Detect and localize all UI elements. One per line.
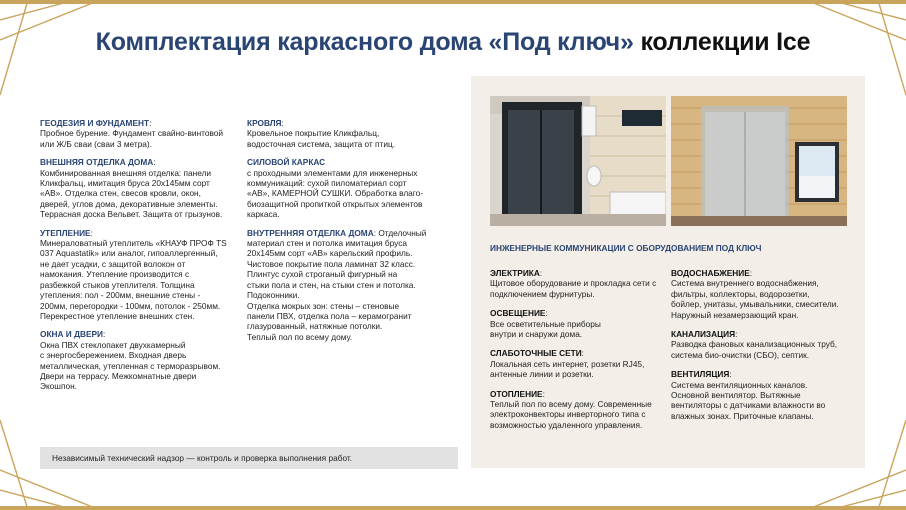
section-roof: КРОВЛЯ: Кровельное покрытие Кликфальц, водосточная система, защита от птиц. xyxy=(247,118,452,149)
section-title: ВНУТРЕННЯЯ ОТДЕЛКА ДОМА xyxy=(247,227,374,238)
section-exterior: ВНЕШНЯЯ ОТДЕЛКА ДОМА: Комбинированная внешняя отделка: панели Кликфальц, имитация бруса 20х145мм сорт «АВ». Отделка стен, свесов кровли, окон, дверей, углов дома, декоративные элементы. Террасная доска Вельвет. Защита от грызунов. xyxy=(40,157,240,219)
section-text: Система внутреннего водоснабжения, фильтры, коллекторы, водорозетки, бойлер, унитазы, умывальники, смесители. Наружный незамерзающий кран. xyxy=(671,278,839,320)
engineering-column-right xyxy=(671,268,851,430)
section-text: с проходными элементами для инженерных коммуникаций: сухой пиломатериал сорт «АВ», КАМЕРНОЙ СУШКИ. Обработка влаго- биозащитной пропиткой открытых элементов каркаса. xyxy=(247,167,424,220)
section-text: Щитовое оборудование и прокладка сети с подключением фурнитуры. xyxy=(490,278,657,299)
spec-column-middle xyxy=(247,118,452,350)
page-title xyxy=(0,28,906,57)
section-text: Окна ПВХ стеклопакет двухкамерный с энергосбережением. Входная дверь металлическая, утепленная с терморазрывом. Двери на террасу. Межкомнатные двери Экошпон. xyxy=(40,339,221,392)
section-title: КРОВЛЯ xyxy=(247,118,282,128)
section-title: ОТОПЛЕНИЕ xyxy=(490,388,543,399)
section-title: ВНЕШНЯЯ ОТДЕЛКА ДОМА xyxy=(40,157,154,168)
section-title: УТЕПЛЕНИЕ xyxy=(40,227,91,238)
spec-column-left xyxy=(40,118,240,400)
section-text: Локальная сеть интернет, розетки RJ45, антенные линии и розетки. xyxy=(490,358,645,380)
section-windows-doors: ОКНА И ДВЕРИ: Окна ПВХ стеклопакет двухкамерный с энергосбережением. Входная дверь металлическая, утепленная с терморазрывом. Двери на террасу. Межкомнатные двери Экошпон. xyxy=(40,329,240,391)
title-part-collection: коллекции Ice xyxy=(640,28,811,56)
section-lighting: ОСВЕЩЕНИЕ: Все осветительные приборы внутри и снаружи дома. xyxy=(490,308,668,339)
section-title: ОКНА И ДВЕРИ xyxy=(40,329,104,340)
section-foundation: ГЕОДЕЗИЯ И ФУНДАМЕНТ: Пробное бурение. Фундамент свайно-винтовой или Ж/Б сваи (сваи 3 метра). xyxy=(40,118,240,149)
engineering-heading: ИНЖЕНЕРНЫЕ КОММУНИКАЦИИ С ОБОРУДОВАНИЕМ ПОД КЛЮЧ xyxy=(490,243,762,253)
section-water-supply: ВОДОСНАБЖЕНИЕ: Система внутреннего водоснабжения, фильтры, коллекторы, водорозетки, бойлер, унитазы, умывальники, смесители. Наружный незамерзающий кран. xyxy=(671,268,851,320)
section-insulation: УТЕПЛЕНИЕ: Минераловатный утеплитель «КНАУФ ПРОФ TS 037 Aquastatik» или аналог, гипоаллергенный, не дает усадки, с защитой волокон от намокания. Утепление производится с разбежкой стыков утеплителя. Толщина утепления: пол - 200мм, внешние стены - 200мм, перегородки - 100мм, потолок - 250мм. Перекрестное утепление внешних стен. xyxy=(40,228,240,322)
supervision-note xyxy=(40,447,458,469)
section-heating: ОТОПЛЕНИЕ: Теплый пол по всему дому. Современные электроконвекторы инверторного типа с возможностью удаленного управления. xyxy=(490,389,668,431)
section-text: Система вентиляционных каналов. Основной вентилятор. Вытяжные вентиляторы с датчиками влажности во влажных зонах. Приточные клапаны. xyxy=(671,379,826,421)
section-text: Комбинированная внешняя отделка: панели Кликфальц, имитация бруса 20х145мм сорт «АВ». Отделка стен, свесов кровли, окон, дверей, углов дома, декоративные элементы. Террасная доска Вельвет. Защита от грызунов. xyxy=(40,167,223,220)
section-title: СЛАБОТОЧНЫЕ СЕТИ xyxy=(490,348,582,359)
section-text: Разводка фановых канализационных труб, система био-очистки (СБО), септик. xyxy=(671,339,838,360)
section-text: Кровельное покрытие Кликфальц, водосточная система, защита от птиц. xyxy=(247,128,396,149)
section-title: ГЕОДЕЗИЯ И ФУНДАМЕНТ xyxy=(40,118,150,128)
section-text: Все осветительные приборы внутри и снаружи дома. xyxy=(490,318,601,340)
section-sewage: КАНАЛИЗАЦИЯ: Разводка фановых канализационных труб, система био-очистки (СБО), септик. xyxy=(671,329,851,360)
supervision-note-text: Независимый технический надзор — контроль и проверка выполнения работ. xyxy=(52,453,353,463)
engineering-column-left xyxy=(490,268,668,439)
section-title: ОСВЕЩЕНИЕ xyxy=(490,308,546,319)
engineering-panel xyxy=(471,76,865,468)
bathroom-photo-shower xyxy=(490,96,666,226)
section-text: Пробное бурение. Фундамент свайно-винтовой или Ж/Б сваи (сваи 3 метра). xyxy=(40,128,224,149)
section-title: ВОДОСНАБЖЕНИЕ xyxy=(671,268,750,278)
section-interior: ВНУТРЕННЯЯ ОТДЕЛКА ДОМА: Отделочный материал стен и потолка имитация бруса 20х145мм сорт «АВ» карельский профиль. Чистовое покрытие пола ламинат 32 класс. Плинтус сухой строганый фигурный на стыки пола и стен, на стыки стен и потолка. Подоконники. Отделка мокрых зон: стены – стеновые панели ПВХ, отделка пола – керамогранит глазурованный, натяжные потолки. Теплый пол по всему дому. xyxy=(247,227,427,342)
section-text: Теплый пол по всему дому. Современные электроконвекторы инверторного типа с возможностью удаленного управления. xyxy=(490,399,652,430)
section-electrical: ЭЛЕКТРИКА: Щитовое оборудование и прокладка сети с подключением фурнитуры. xyxy=(490,268,668,299)
section-text: Отделочный материал стен и потолка имитация бруса 20х145мм сорт «АВ» карельский профиль. Чистовое покрытие пола ламинат 32 класс. Плинтус сухой строганый фигурный на стыки пола и стен, на стыки стен и потолка. Подоконники. Отделка мокрых зон: стены – стеновые панели ПВХ, отделка пола – керамогранит глазурованный, натяжные потолки. Теплый пол по всему дому. xyxy=(247,227,427,342)
title-part-main: Комплектация каркасного дома «Под ключ» xyxy=(95,28,634,56)
section-text: Минераловатный утеплитель «КНАУФ ПРОФ TS 037 Aquastatik» или аналог, гипоаллергенный, не дает усадки, с защитой волокон от намокания. Утепление производится с разбежкой стыков утеплителя. Толщина утепления: пол - 200мм, внешние стены - 200мм, перегородки - 100мм, потолок - 250мм. Перекрестное утепление внешних стен. xyxy=(40,238,227,321)
section-title: КАНАЛИЗАЦИЯ xyxy=(671,329,736,340)
section-title: ВЕНТИЛЯЦИЯ xyxy=(671,369,730,380)
section-title: СИЛОВОЙ КАРКАС xyxy=(247,157,326,168)
section-title: ЭЛЕКТРИКА xyxy=(490,268,540,278)
section-frame xyxy=(247,157,452,219)
section-ventilation: ВЕНТИЛЯЦИЯ: Система вентиляционных каналов. Основной вентилятор. Вытяжные вентиляторы с датчиками влажности во влажных зонах. Приточные клапаны. xyxy=(671,369,851,421)
bathroom-photo-wood xyxy=(671,96,847,226)
section-low-voltage: СЛАБОТОЧНЫЕ СЕТИ: Локальная сеть интернет, розетки RJ45, антенные линии и розетки. xyxy=(490,348,668,379)
